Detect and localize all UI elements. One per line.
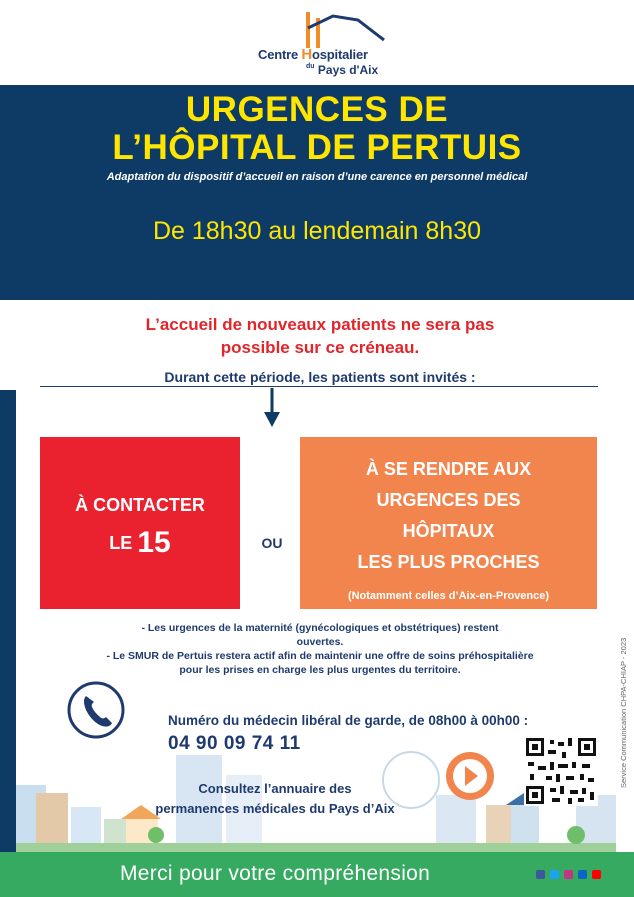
call-line2: LE 15 xyxy=(109,526,171,559)
footer-band xyxy=(0,852,634,897)
go-to-er-text: À SE RENDRE AUX URGENCES DES HÔPITAUX LES PLUS PROCHES xyxy=(357,459,540,572)
or-label: OU xyxy=(261,535,283,551)
closure-notice: L’accueil de nouveaux patients ne sera pas possible sur ce créneau. xyxy=(145,315,495,357)
emergency-number: 15 xyxy=(137,526,171,559)
footer-thanks: Merci pour votre compréhension xyxy=(120,862,431,885)
go-to-er-box xyxy=(300,437,597,609)
twitter-icon[interactable] xyxy=(550,870,559,879)
subtitle: Adaptation du dispositif d’accueil en raison d’une carence en personnel médical xyxy=(106,171,528,183)
instagram-icon[interactable] xyxy=(564,870,573,879)
linkedin-icon[interactable] xyxy=(578,870,587,879)
additional-info: - Les urgences de la maternité (gynécologiques et obstétriques) restent ouvertes. - Le SMUR de Pertuis restera actif afin de maintenir une offre de soins préhospitalière pour les prises en charge les plus urgentes du territoire. xyxy=(106,622,534,676)
youtube-icon[interactable] xyxy=(592,870,601,879)
header-band xyxy=(0,85,634,300)
svg-text:Service Communication CHPA-CHI: Service Communication CHPA-CHIAP - 2023 xyxy=(619,637,628,788)
call-line1: À CONTACTER xyxy=(75,495,205,515)
doctor-label: Numéro du médecin libéral de garde, de 08h00 à 00h00 : xyxy=(168,713,529,728)
logo-name-line2: $^{du}$ Pays d'Aix xyxy=(306,63,379,77)
facebook-icon[interactable] xyxy=(536,870,545,879)
logo-name-line1: Centre Hospitalier xyxy=(258,46,368,63)
page-title: URGENCES DE L’HÔPITAL DE PERTUIS xyxy=(112,90,522,167)
phone-icon xyxy=(66,680,126,740)
side-credit xyxy=(617,610,629,790)
hospital-logo xyxy=(258,8,388,80)
call-15-box xyxy=(40,437,240,609)
left-accent-bar xyxy=(0,390,16,852)
directory-link-text[interactable]: Consultez l’annuaire des permanences médicales du Pays d’Aix xyxy=(155,781,395,816)
roof-logo-icon xyxy=(288,10,388,50)
chevron-right-icon[interactable] xyxy=(444,750,496,802)
go-to-er-note: (Notamment celles d’Aix-en-Provence) xyxy=(347,590,550,602)
arrow-down-icon xyxy=(262,388,282,428)
divider xyxy=(40,386,598,387)
invite-text: Durant cette période, les patients sont invités : xyxy=(164,369,476,385)
hours-text: De 18h30 au lendemain 8h30 xyxy=(152,217,482,245)
doctor-phone[interactable]: 04 90 09 74 11 xyxy=(168,733,301,754)
qr-code[interactable] xyxy=(524,736,598,806)
